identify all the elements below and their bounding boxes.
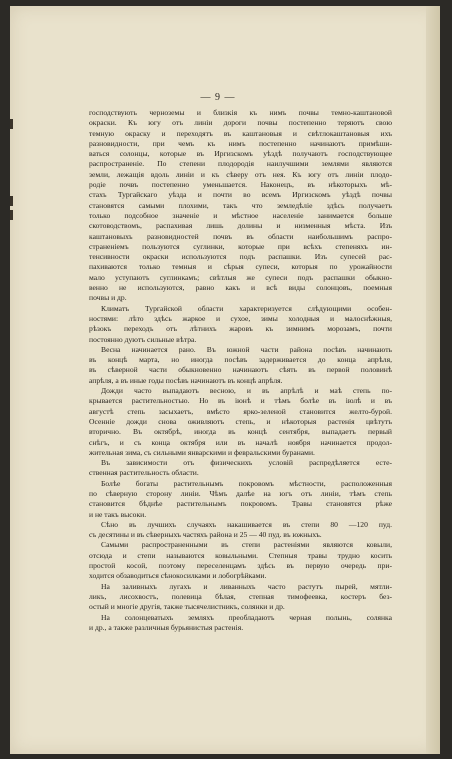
text-line: жительная зима, съ сильными январскими и февральскими буранами.: [89, 447, 315, 457]
text-line: Осенніе дожди снова оживляютъ степь, и нѣкоторыя растенія цвѣтутъ: [89, 416, 392, 426]
text-line: становится бѣднѣе растительнымъ покровомъ. Травы становятся рѣже: [89, 499, 392, 509]
text-line: венно не используются, равно какъ и всѣ виды солонцовъ, поемныя: [89, 283, 392, 293]
text-line: августѣ степь засыхаетъ, вмѣсто ярко-зеленой становится желто-бурой.: [89, 406, 392, 416]
binding-mark: [10, 196, 13, 206]
text-line: почвы и др.: [89, 293, 127, 303]
text-line: каштановыхъ разновидностей почвъ въ области наибольшимъ распро-: [89, 231, 392, 241]
paragraph: [89, 582, 392, 613]
paragraph: [89, 520, 392, 541]
binding-mark: [10, 210, 13, 220]
text-line: страненіемъ пользуются суглинки, которые при всѣхъ степеняхъ ин-: [89, 241, 392, 251]
text-line: скотоводствомъ, распахивая лишь долины и низменныя мѣста. Изъ: [89, 221, 392, 231]
body-text: [89, 108, 392, 633]
paragraph: [89, 479, 392, 520]
text-line: темную окраску и переходятъ въ каштановыя и свѣтлокаштановыя ихъ: [89, 128, 392, 138]
text-line: ликъ, лисохвостъ, полевица бѣлая, степная тимофеевка, костеръ без-: [89, 591, 392, 601]
text-line: ностями: лѣто здѣсь жаркое и сухое, зимы холодныя и малоснѣжныя,: [89, 313, 392, 323]
text-line: по сѣверную сторону линіи. Чѣмъ далѣе на югъ отъ линіи, тѣмъ степь: [89, 488, 392, 498]
page-edge: [426, 6, 440, 754]
text-line: На солонцеватыхъ земляхъ преобладаютъ черная полынь, солянка: [101, 612, 392, 622]
text-line: въ сѣверной части обыкновенно начинаютъ сѣять въ первой половинѣ: [89, 365, 392, 375]
text-line: Сѣно въ лучшихъ случаяхъ накашивается въ степи 80 —120 пуд.: [101, 519, 392, 529]
text-line: ственная растительность области.: [89, 468, 199, 478]
text-line: пахиваются только темныя и сѣрыя супеси, которыя по урожайности: [89, 262, 392, 272]
binding-mark: [10, 119, 13, 129]
text-line: Болѣе богаты растительнымъ покровомъ мѣстности, расположенныя: [101, 478, 392, 488]
text-line: стахъ Тургайскаго уѣзда и почти во всемъ Иргизскомъ уѣздѣ почвы: [89, 190, 392, 200]
paragraph: [89, 613, 392, 634]
text-line: разновидности, при чемъ къ нимъ постепенно начинаютъ примѣши-: [89, 138, 392, 148]
text-line: Самыми распространенными въ степи растеніями являются ковыли,: [101, 540, 392, 550]
text-line: отсюда и степи называются ковыльными. Степныя травы трудно косить: [89, 550, 392, 560]
text-line: простой косой, поэтому переселенцамъ здѣсь въ первую очередь при-: [89, 561, 392, 571]
paragraph: [89, 304, 392, 345]
text-line: ваться солонцы, которые въ Иргизскомъ уѣздѣ получаютъ господствующее: [89, 149, 392, 159]
text-line: въ концѣ марта, но иногда посѣвъ задерживается до конца апрѣля,: [89, 355, 392, 365]
paragraph: [89, 386, 392, 458]
text-line: и др., а также различныя бурьянистыя растенія.: [89, 622, 244, 632]
text-line: снѣгъ, и съ конца октября или въ началѣ ноября начинается продол-: [89, 437, 392, 447]
text-line: Климатъ Тургайской области характеризуется слѣдующими особен-: [101, 303, 392, 313]
text-line: только подсобное значеніе и мѣстное населеніе занимается больше: [89, 210, 392, 220]
paragraph: [89, 540, 392, 581]
paragraph: [89, 458, 392, 479]
text-line: крывается растительностью. Но въ іюнѣ и тѣмъ болѣе въ іюлѣ и въ: [89, 396, 392, 406]
text-line: На заливныхъ лугахъ и ливанныхъ часто растутъ пырей, мятли-: [101, 581, 392, 591]
text-line: мало уступаютъ суглинкамъ; свѣтлыя же супеси подъ распашки обыкно-: [89, 272, 392, 282]
text-line: и не такъ высоки.: [89, 509, 147, 519]
text-line: окраски. Къ югу отъ линіи дороги почвы постепенно теряютъ свою: [89, 118, 392, 128]
text-line: вторично. Въ октябрѣ, иногда въ концѣ сентября, выпадаетъ первый: [89, 427, 392, 437]
text-line: Весна начинается рано. Въ южной части района посѣвъ начинають: [101, 344, 392, 354]
text-line: земли, лежащія вдоль линіи и къ сѣверу отъ нея. Къ югу отъ линіи плодо-: [89, 169, 392, 179]
text-line: Въ зависимости отъ физическихъ условій распредѣляется есте-: [101, 458, 392, 468]
paragraph: [89, 108, 392, 304]
book-page: [10, 6, 440, 754]
text-line: ходится обзаводиться сѣнокосилками и лобогрѣйками.: [89, 571, 267, 581]
text-line: остый и многіе другія, также тысячелистникъ, солянки и др.: [89, 602, 285, 612]
paragraph: [89, 345, 392, 386]
text-line: апрѣля, а въ иные годы посѣвъ начинаютъ въ концѣ апрѣля.: [89, 375, 283, 385]
page-number: — 9 —: [200, 92, 236, 103]
text-line: тенсивности окраски используются подъ распашки. Изъ супесей рас-: [89, 252, 392, 262]
text-line: постоянно дуютъ сильные вѣтра.: [89, 334, 197, 344]
text-line: съ десятины и въ сѣверныхъ частяхъ района и 25 — 40 пуд. въ южныхъ.: [89, 530, 322, 540]
text-line: рѣзокъ переходъ отъ лѣтнихъ жаровъ къ зимнимъ морозамъ, почти: [89, 324, 392, 334]
text-line: распространеніе. По степени плодородія наилучшими землями являются: [89, 159, 392, 169]
text-line: родіе почвъ постепенно уменьшается. Наконецъ, въ нѣкоторыхъ мѣ-: [89, 180, 392, 190]
text-line: Дожди часто выпадаютъ весною, и въ апрѣлѣ и маѣ степь по-: [101, 386, 392, 396]
text-line: господствують черноземы и близкія къ нимъ почвы темно-каштановой: [89, 108, 392, 117]
text-line: становятся самыми плохими, такъ что земледѣліе здѣсь получаетъ: [89, 200, 392, 210]
